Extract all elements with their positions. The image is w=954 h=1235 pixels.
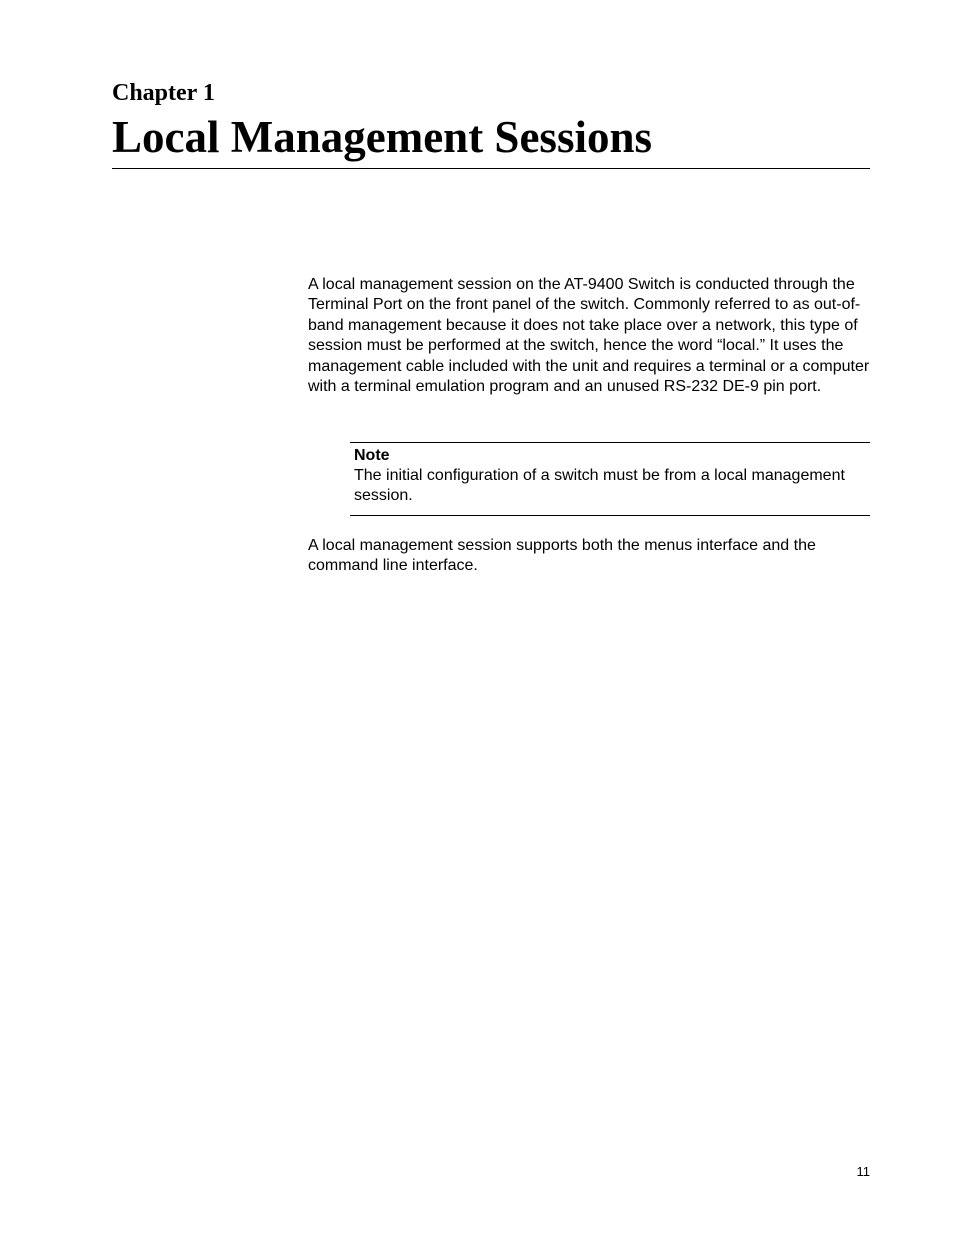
interfaces-paragraph: A local management session supports both the menus interface and the command line interface. bbox=[308, 537, 816, 575]
title-divider bbox=[112, 168, 870, 169]
note-text: The initial configuration of a switch must be from a local management session. bbox=[354, 467, 845, 505]
chapter-label: Chapter 1 bbox=[112, 80, 215, 106]
chapter-title: Local Management Sessions bbox=[112, 112, 652, 162]
page-number: 11 bbox=[856, 1164, 870, 1179]
intro-paragraph: A local management session on the AT-9400 Switch is conducted through the Terminal Port on the front panel of the switch. Commonly referred to as out-of-band management because it does not take place over a network, this type of session must be performed at the switch, hence the word “local.” It uses the management cable included with the unit and requires a terminal or a computer with a terminal emulation program and an unused RS-232 DE-9 pin port. bbox=[308, 276, 870, 396]
note-box bbox=[350, 442, 870, 516]
note-heading: Note bbox=[354, 447, 390, 464]
